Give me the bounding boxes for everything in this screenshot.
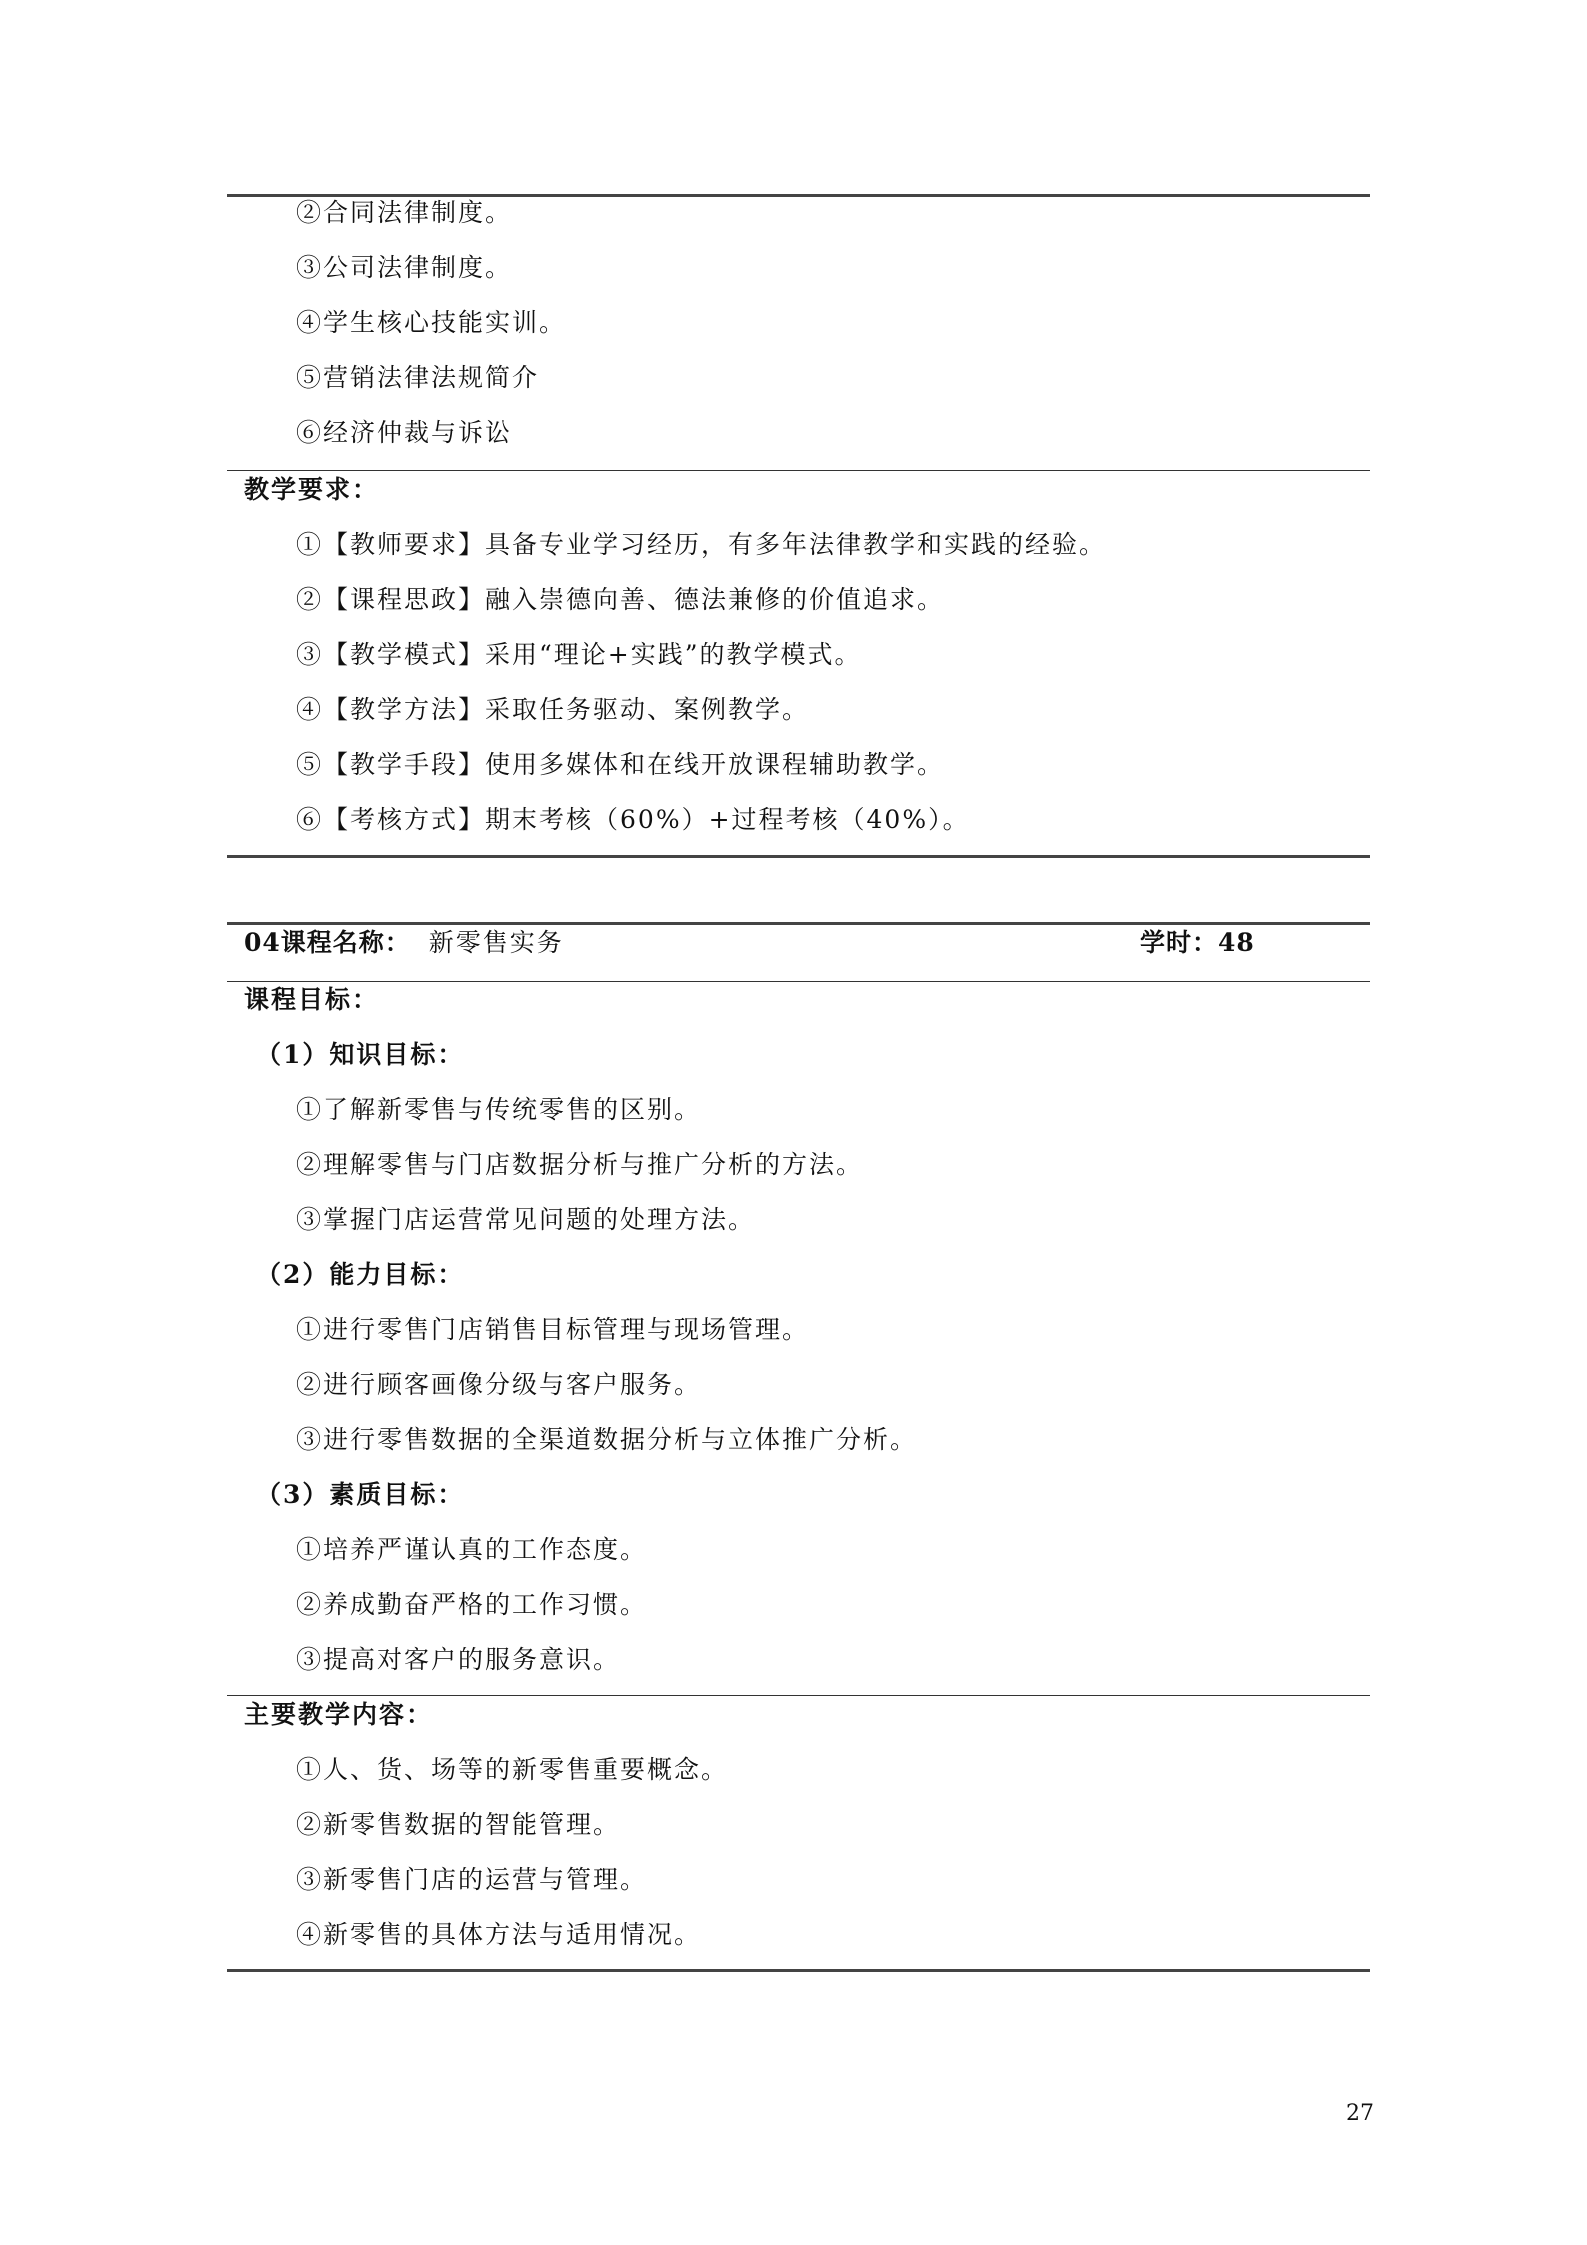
row-divider [227, 470, 1370, 471]
course-objectives-heading: 课程目标： [244, 985, 380, 1014]
quality-item: ①培养严谨认真的工作态度。 [296, 1535, 648, 1564]
course-title-row [244, 928, 564, 958]
teaching-requirements-heading: 教学要求： [244, 475, 380, 504]
requirement-item: ②【课程思政】融入崇德向善、德法兼修的价值追求。 [296, 585, 945, 614]
course-name: 新零售实务 [428, 928, 564, 957]
content-item: ⑤营销法律法规简介 [296, 363, 540, 392]
table-bottom-border [227, 855, 1370, 858]
content-item: ⑥经济仲裁与诉讼 [296, 418, 513, 447]
ability-item: ①进行零售门店销售目标管理与现场管理。 [296, 1315, 810, 1344]
content-item: ③新零售门店的运营与管理。 [296, 1865, 648, 1894]
table-top-border [227, 194, 1370, 197]
course-hours: 学时：48 [1140, 928, 1255, 957]
content-item: ④学生核心技能实训。 [296, 308, 567, 337]
quality-item: ②养成勤奋严格的工作习惯。 [296, 1590, 648, 1619]
page-number: 27 [1346, 2101, 1374, 2126]
table-top-border [227, 922, 1370, 925]
requirement-item: ①【教师要求】具备专业学习经历，有多年法律教学和实践的经验。 [296, 530, 1107, 559]
knowledge-item: ①了解新零售与传统零售的区别。 [296, 1095, 702, 1124]
content-item: ④新零售的具体方法与适用情况。 [296, 1920, 702, 1949]
ability-item: ③进行零售数据的全渠道数据分析与立体推广分析。 [296, 1425, 918, 1454]
requirement-item: ⑤【教学手段】使用多媒体和在线开放课程辅助教学。 [296, 750, 945, 779]
ability-objectives-heading: （2）能力目标： [256, 1260, 465, 1289]
row-divider [227, 1695, 1370, 1696]
knowledge-item: ③掌握门店运营常见问题的处理方法。 [296, 1205, 756, 1234]
content-item: ②新零售数据的智能管理。 [296, 1810, 621, 1839]
content-item: ①人、货、场等的新零售重要概念。 [296, 1755, 729, 1784]
row-divider [227, 981, 1370, 982]
ability-item: ②进行顾客画像分级与客户服务。 [296, 1370, 702, 1399]
course-name-label: 04课程名称： [244, 928, 411, 957]
table-bottom-border [227, 1969, 1370, 1972]
requirement-item: ④【教学方法】采取任务驱动、案例教学。 [296, 695, 810, 724]
knowledge-item: ②理解零售与门店数据分析与推广分析的方法。 [296, 1150, 864, 1179]
knowledge-objectives-heading: （1）知识目标： [256, 1040, 465, 1069]
quality-item: ③提高对客户的服务意识。 [296, 1645, 621, 1674]
main-content-heading: 主要教学内容： [244, 1700, 434, 1729]
requirement-item: ⑥【考核方式】期末考核（60%）+过程考核（40%）。 [296, 805, 970, 834]
content-item: ②合同法律制度。 [296, 198, 513, 227]
content-item: ③公司法律制度。 [296, 253, 513, 282]
requirement-item: ③【教学模式】采用“理论+实践”的教学模式。 [296, 640, 862, 669]
quality-objectives-heading: （3）素质目标： [256, 1480, 465, 1509]
